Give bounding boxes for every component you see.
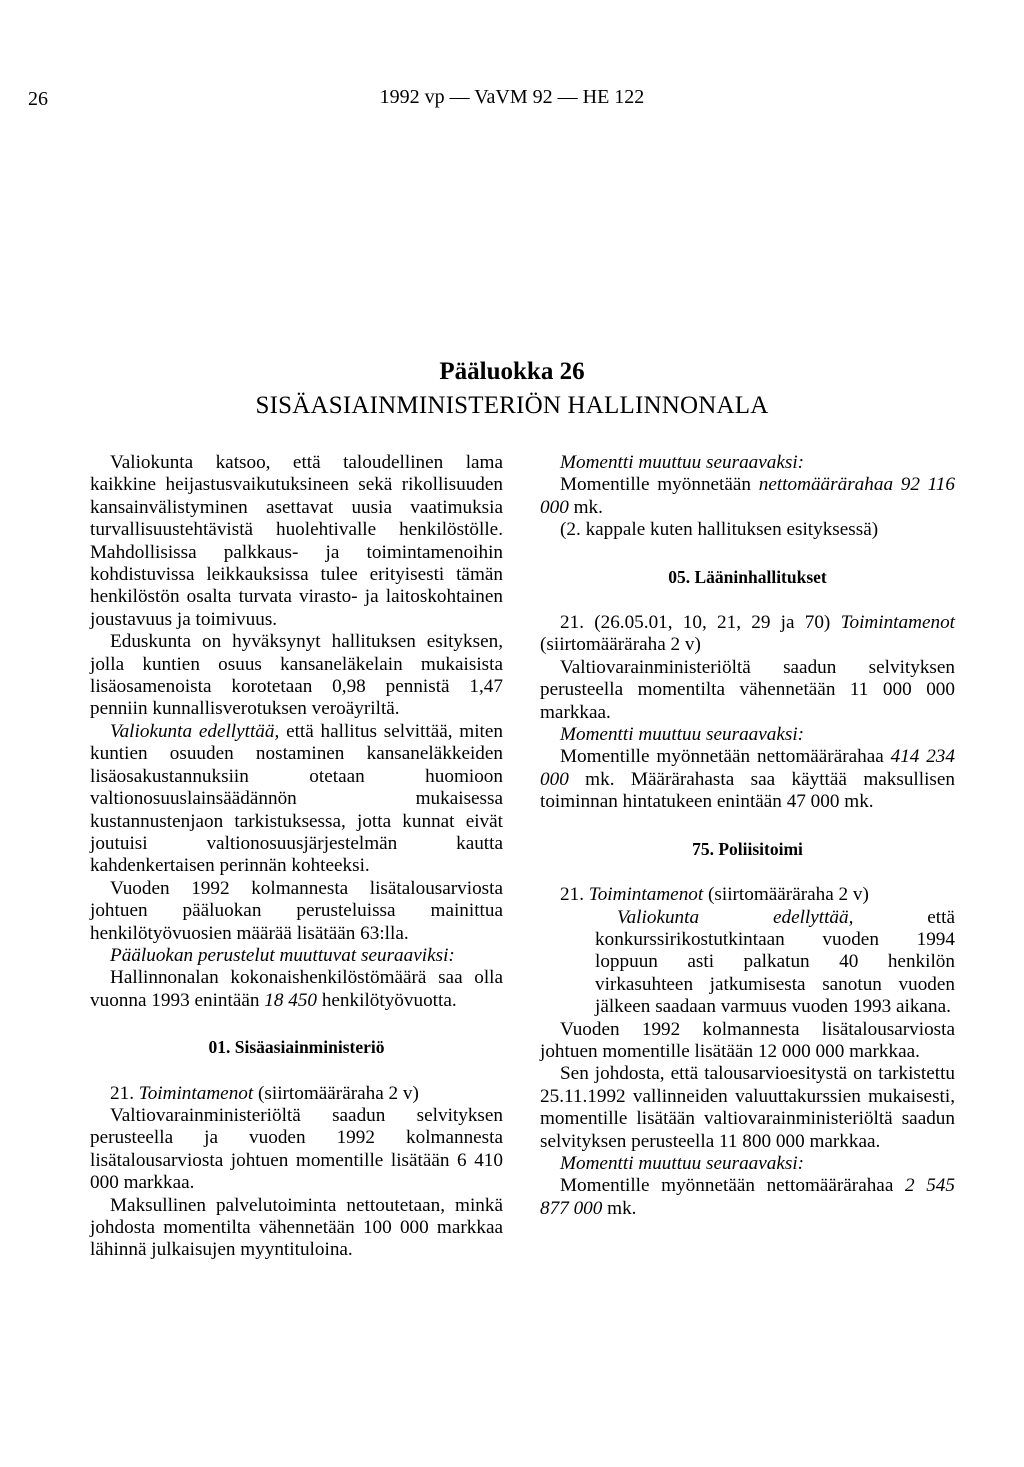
paragraph bbox=[540, 1153, 955, 1175]
italic-text: nettomäärärahaa 92 116 000 bbox=[540, 474, 955, 518]
text: mk. bbox=[568, 496, 603, 518]
italic-text: Momentti muuttuu seuraavaksi: bbox=[560, 724, 805, 746]
text: (siirtomääräraha 2 v) bbox=[253, 1082, 419, 1104]
paragraph: Valtiovarainministeriöltä saadun selvityksen perusteella ja vuoden 1992 kolmannesta lisätalousarviosta johtuen momentille lisätään 6 410 000 markkaa. bbox=[90, 1104, 503, 1194]
text: mk. Määrärahasta saa käyttää maksullisen toiminnan hintatukeen enintään 47 000 mk. bbox=[540, 768, 955, 813]
italic-text: Momentti muuttuu seuraavaksi: bbox=[560, 452, 805, 473]
paragraph bbox=[540, 746, 955, 813]
text: henkilötyövuotta. bbox=[317, 989, 457, 1011]
italic-text: Toimintamenot bbox=[588, 884, 704, 906]
text: että hallitus selvittää, miten kuntien osuuden nostaminen kansaneläkkeiden lisäosakustannuksiin otetaan huomioon valtionosuuslainsäädännön mukaisessa kustannustenjaon tarkistuksessa, jotta kunnat eivät joutuisi valtionosuusjärjestelmän kautta kahdenkertaisen perinnän kohteeksi. bbox=[90, 720, 503, 877]
paragraph: Maksullinen palvelutoiminta nettoutetaan, minkä johdosta momentilta vähennetään 100 000 markkaa lähinnä julkaisujen myyntituloina. bbox=[90, 1194, 503, 1261]
paragraph: Sen johdosta, että talousarvioesitystä on tarkistettu 25.11.1992 vallinneiden valuuttakurssien mukaisesti, momentille lisätään valtiovarainministeriöltä saadun selvityksen perusteella 11 800 000 markkaa. bbox=[540, 1063, 955, 1152]
text: 21. bbox=[560, 884, 589, 906]
paragraph bbox=[540, 452, 955, 474]
text: mk. bbox=[602, 1197, 637, 1219]
paragraph bbox=[540, 884, 955, 906]
paragraph bbox=[90, 967, 503, 1012]
paragraph: Vuoden 1992 kolmannesta lisätalousarviosta johtuen pääluokan perusteluissa mainittua henkilötyövuosien määrää lisätään 63:lla. bbox=[90, 877, 503, 944]
right-column bbox=[540, 452, 955, 1220]
text: Momentille myönnetään nettomäärärahaa bbox=[560, 1175, 905, 1197]
subsection-heading: 05. Lääninhallitukset bbox=[668, 566, 827, 587]
paragraph bbox=[540, 1175, 955, 1220]
paragraph bbox=[90, 1083, 503, 1105]
italic-text: Pääluokan perustelut muuttuvat seuraaviksi: bbox=[110, 944, 455, 966]
subsection-heading: 75. Poliisitoimi bbox=[692, 838, 803, 859]
paragraph bbox=[540, 907, 955, 1019]
italic-text: 2 545 877 000 bbox=[540, 1175, 955, 1219]
text: 21. (26.05.01, 10, 21, 29 ja 70) bbox=[560, 612, 841, 634]
italic-text: Toimintamenot bbox=[138, 1082, 254, 1104]
text: että konkurssirikostutkintaan vuoden 1994 loppuun asti palkatun 40 henkilön virkasuhteen jatkumisesta sanotun vuoden jälkeen saadaan varmuus vuoden 1993 aikana. bbox=[595, 906, 955, 1018]
italic-text: Valiokunta edellyttää, bbox=[617, 906, 854, 928]
paragraph bbox=[540, 474, 955, 519]
text: 21. bbox=[110, 1082, 139, 1104]
paragraph bbox=[540, 612, 955, 657]
text: (siirtomääräraha 2 v) bbox=[703, 884, 869, 906]
text: Momentille myönnetään bbox=[560, 474, 759, 496]
running-header: 1992 vp — VaVM 92 — HE 122 bbox=[379, 86, 645, 108]
paragraph: Valtiovarainministeriöltä saadun selvityksen perusteella momentilta vähennetään 11 000 000 markkaa. bbox=[540, 656, 955, 723]
page-number: 26 bbox=[28, 88, 48, 110]
paragraph bbox=[90, 721, 503, 878]
text: Hallinnonalan kokonaishenkilöstömäärä saa olla vuonna 1993 enintään bbox=[90, 967, 503, 1011]
paragraph: (2. kappale kuten hallituksen esityksessä) bbox=[560, 519, 879, 541]
italic-text: Momentti muuttuu seuraavaksi: bbox=[560, 1152, 805, 1174]
italic-text: 18 450 bbox=[264, 989, 318, 1011]
section-subheading: SISÄASIAINMINISTERIÖN HALLINNONALA bbox=[255, 392, 769, 419]
italic-text: Toimintamenot bbox=[840, 612, 955, 634]
paragraph bbox=[90, 945, 503, 967]
text: (siirtomääräraha 2 v) bbox=[540, 634, 701, 656]
subsection-heading: 01. Sisäasiainministeriö bbox=[208, 1037, 385, 1058]
paragraph: Eduskunta on hyväksynyt hallituksen esityksen, jolla kuntien osuus kansaneläkelain mukaisista lisäosamenoista korotetaan 0,98 pennistä 1,47 penniin kunnallisverotuksen veroäyriltä. bbox=[90, 631, 503, 720]
paragraph: Valiokunta katsoo, että taloudellinen lama kaikkine heijastusvaikutuksineen sekä rikollisuuden kansainvälistyminen asettavat uusia vaatimuksia turvallisuustehtävistä huolehtivalle henkilöstölle. Mahdollisissa palkkaus- ja toimintamenoihin kohdistuvissa leikkauksissa tulee erityisesti tämän henkilöstön osalta turvata virasto- ja laitoskohtainen joustavuus ja toimivuus. bbox=[90, 452, 503, 630]
paragraph bbox=[540, 724, 955, 746]
paragraph: Vuoden 1992 kolmannesta lisätalousarviosta johtuen momentille lisätään 12 000 000 markkaa. bbox=[540, 1018, 955, 1062]
section-heading: Pääluokka 26 bbox=[439, 358, 585, 385]
italic-text: 414 234 000 bbox=[540, 746, 955, 790]
text: Momentille myönnetään nettomäärärahaa bbox=[560, 746, 891, 768]
italic-text: Valiokunta edellyttää, bbox=[110, 720, 280, 742]
left-column bbox=[90, 452, 503, 1262]
